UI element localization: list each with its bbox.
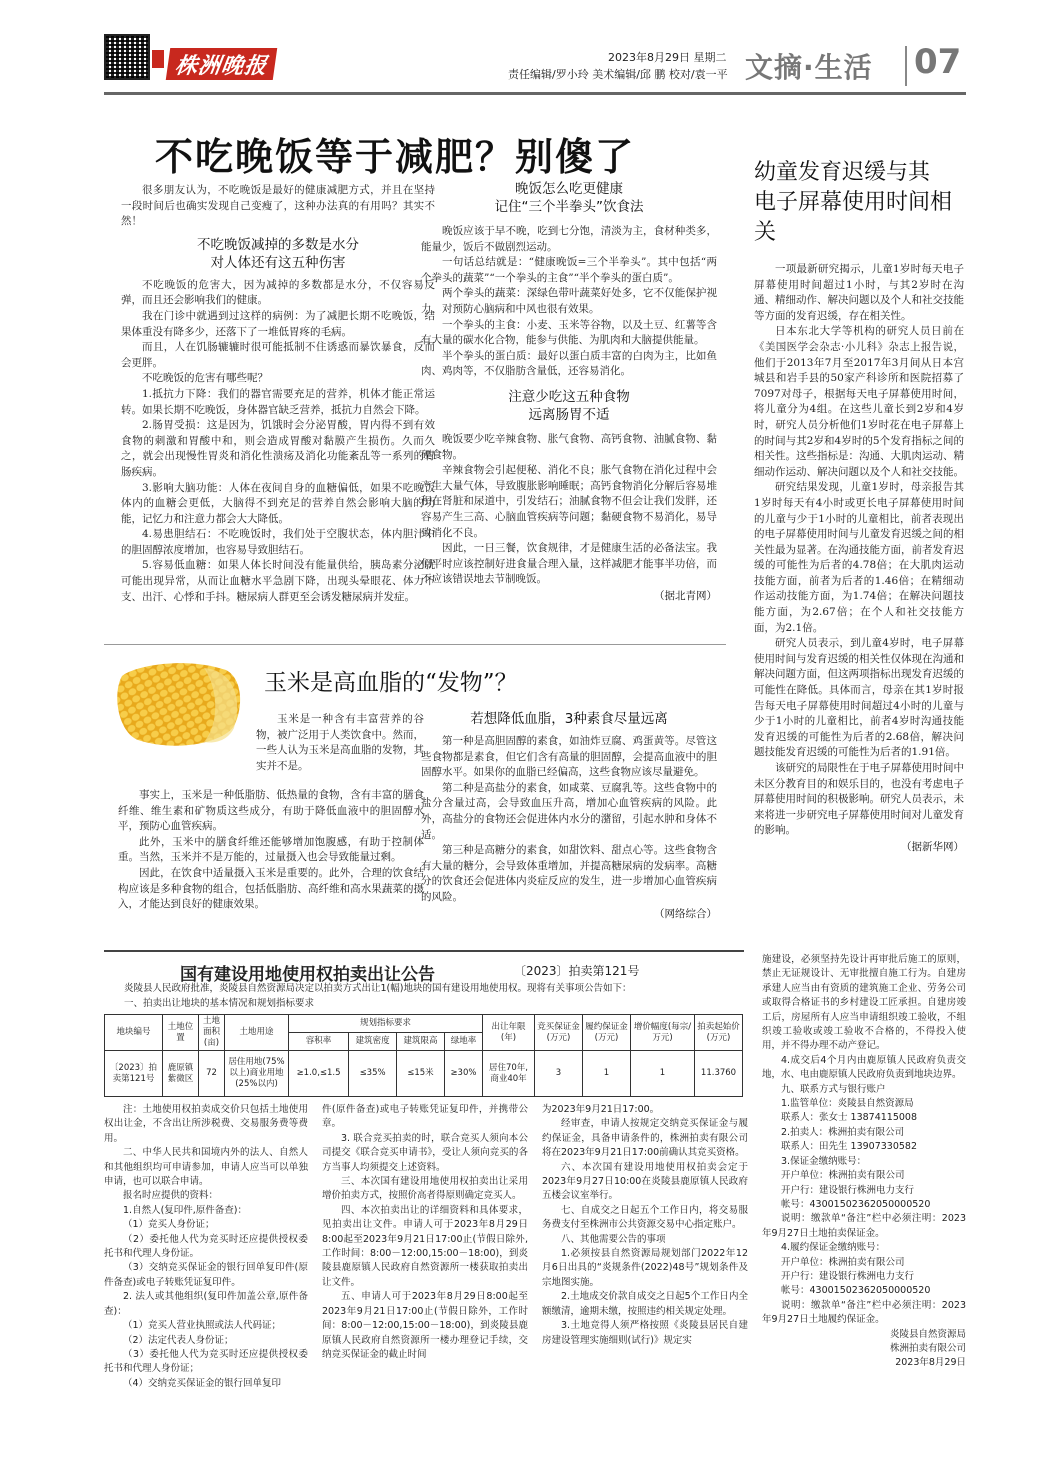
table-cell: 1 xyxy=(631,1051,695,1097)
table-cell: 〔2023〕拍卖第121号 xyxy=(105,1051,163,1097)
paragraph: 两个拳头的蔬菜：深绿色带叶蔬菜好处多，它不仅能保护视力，对预防心脑病和中风也很有效果。 xyxy=(421,287,717,315)
newspaper-logo xyxy=(166,48,277,80)
paragraph: 辛辣食物会引起便秘、消化不良；胀气食物在消化过程中会产生大量气体，导致腹胀影响睡眠；高钙食物消化分解后容易堆积在肾脏和尿道中，引发结石；油腻食物不但会让我们发胖，还容易产生三高、心脑血管疾病等问题；黏硬食物不易消化，易导致消化不良。 xyxy=(421,464,717,539)
paragraph: 因此，一日三餐，饮食规律，才是健康生活的必备法宝。我们平时应该控制好进食量合理入量，这样减肥才能事半功倍，而不应该错误地去节制晚饭。 xyxy=(421,542,717,586)
date-line: 2023年8月29日 星期二 xyxy=(608,51,727,64)
notice-doc-no: 〔2023〕拍卖第121号 xyxy=(514,964,640,978)
notice-column-3 xyxy=(542,1103,748,1348)
paragraph: 晚饭要少吃辛辣食物、胀气食物、高钙食物、油腻食物、黏硬食物。 xyxy=(421,432,717,461)
notice-text: 开户单位：株洲拍卖有限公司 xyxy=(781,1256,905,1268)
notice-column-1 xyxy=(104,1103,308,1391)
notice-text: （2）委托他人代为竞买时还应提供授权委托书和代理人身份证。 xyxy=(104,1233,308,1260)
paragraph: 因此，在饮食中适量摄入玉米是重要的。此外，合理的饮食结构应该是多种食物的组合，包括低脂肪、高纤维和高水果蔬菜的摄入，才能达到良好的健康效果。 xyxy=(118,866,424,911)
table-cell: 居住用地(75%以上)商业用地(25%以内) xyxy=(225,1051,289,1097)
notice-text: 1.监管单位：炎陵县自然资源局 xyxy=(781,1098,914,1110)
table-cell: ≤15米 xyxy=(397,1051,445,1097)
notice-text: 3.土地竞得人须严格按照《炎陵县居民自建房建设管理实施细则(试行)》规定实 xyxy=(542,1320,748,1346)
article3 xyxy=(754,158,964,854)
table-header: 建筑密度 xyxy=(349,1033,397,1051)
notice-text: （3）委托他人代为竞买时还应提供授权委托书和代理人身份证； xyxy=(104,1348,308,1375)
paragraph: 事实上，玉米是一种低脂肪、低热量的食物，含有丰富的膳食纤维、维生素和矿物质这些成分，有助于降低血液中的胆固醇水平，预防心血管疾病。 xyxy=(118,789,424,833)
notice-signature-2: 株洲拍卖有限公司 xyxy=(889,1342,966,1354)
notice-text: 施建设，必须坚持先设计再审批后施工的原则，禁止无证规设计、无审批擅自施工行为。自建房承建人应当由有资质的建筑施工企业、劳务公司或取得合格证书的乡村建设工匠承担。自建房竣工后，房屋所有人应当申请组织竣工验收，不组织竣工验收或竣工验收不合格的，不得投入使用，并不得办理不动产登记。 xyxy=(762,954,966,1052)
notice-text: 注：土地使用权拍卖成交价只包括土地使用权出让金，不含出让所涉税费、交易服务费等费用。 xyxy=(104,1104,308,1144)
newspaper-logo-text: 株洲晚报 xyxy=(173,52,270,79)
notice-text: 1.必须按县自然资源局规划部门2022年12月6日出具的“炎规条件(2022)48号”规划条件及宗地图实施。 xyxy=(542,1248,748,1288)
notice-text: 三、本次国有建设用地使用权拍卖出让采用增价拍卖方式，按照价高者得原则确定竞买人。 xyxy=(322,1176,528,1202)
notice-text: 件(原件备查)或电子转账凭证复印件，并携带公章。 xyxy=(322,1104,528,1130)
table-header: 建筑限高 xyxy=(397,1033,445,1051)
notice-text: 2.拍卖人：株洲拍卖有限公司 xyxy=(781,1126,905,1138)
notice-text: 4.成交后4个月内由鹿原镇人民政府负责交地，水、电由鹿原镇人民政府负责到地块边界。 xyxy=(762,1054,966,1081)
notice-text: 帐号：43001502362050000520 xyxy=(781,1198,931,1210)
table-header: 土地面积(亩) xyxy=(199,1015,225,1051)
notice-text: 说明：缴款单“备注”栏中必须注明：2023年9月27日土地履约保证金。 xyxy=(762,1299,966,1326)
paragraph: 2.肠胃受损：这是因为，饥饿时会分泌胃酸，胃内得不到有效食物的刺激和胃酸中和，则会造成胃酸对黏膜产生损伤。久而久之，就会出现慢性胃炎和消化性溃疡及消化功能紊乱等一系列的胃肠疾病。 xyxy=(121,419,435,478)
paragraph: 4.易患胆结石：不吃晚饭时，我们处于空腹状态，体内胆汁中的胆固醇浓度增加，也容易导致胆结石。 xyxy=(121,528,435,556)
paragraph: 1.抵抗力下降：我们的器官需要充足的营养，机体才能正常运转。如果长期不吃晚饭，身体器官缺乏营养，抵抗力自然会下降。 xyxy=(121,387,435,416)
masthead-divider xyxy=(905,46,907,86)
table-header: 拍卖起始价(万元) xyxy=(695,1015,743,1051)
paragraph: 3.影响大脑功能：人体在夜间自身的血糖偏低，如果不吃晚饭体内的血糖会更低，大脑得不到充足的营养自然会影响大脑的功能，记忆力和注意力都会大大降低。 xyxy=(121,481,435,525)
table-header: 履约保证金(万元) xyxy=(583,1015,631,1051)
paragraph: 研究结果发现，儿童1岁时，母亲报告其1岁时每天有4小时或更长电子屏幕使用时间的儿童与少于1小时的儿童相比，前者表现出的电子屏幕使用时间与儿童发育迟缓之间的相关性最为显著。在沟通技能方面，前者发育迟缓的可能性为后者的4.78倍；在大肌肉运动技能方面，前者为后者的1.46倍；在精细动作运动技能方面，为1.74倍；在解决问题技能方面，为2.67倍；在个人和社交技能方面，为2.1倍。 xyxy=(754,481,964,634)
table-cell: 居住70年,商业40年 xyxy=(483,1051,535,1097)
table-cell: 鹿原镇紫微区 xyxy=(163,1051,199,1097)
paragraph: 一项最新研究揭示，儿童1岁时每天电子屏幕使用时间超过1小时，与其2岁时在沟通、精细动作、解决问题以及个人和社交技能等方面的发育迟缓，存在相关性。 xyxy=(754,263,964,322)
table-cell: 11.3760 xyxy=(695,1051,743,1097)
notice-text: 说明：缴款单“备注”栏中必须注明：2023年9月27日土地拍卖保证金。 xyxy=(762,1213,966,1239)
notice-text: 四、本次拍卖出让的详细资料和具体要求，见拍卖出让文件。申请人可于2023年8月29日8:00起至2023年9月21日17:00止(节假日除外,工作时间：8:00－12:00,15:00－18:00)，到炎陵县鹿原镇人民政府自然资源所一楼获取拍卖出让文件。 xyxy=(322,1204,528,1288)
notice-text: （4）交纳竞买保证金的银行回单复印 xyxy=(123,1377,282,1389)
table-header: 土地用途 xyxy=(225,1015,289,1051)
notice-text: 联系人：张女士 13874115008 xyxy=(781,1112,918,1124)
notice-text: 3. 联合竞买拍卖的时，联合竞买人须向本公司提交《联合竞买申请书》，受让人须向竞买的各方当事人均须提交上述资料。 xyxy=(322,1132,528,1173)
paragraph: 晚饭应该于早不晚，吃到七分饱，清淡为主，食材种类多，能量少，饭后不做剧烈运动。 xyxy=(421,225,717,253)
article2-right-column xyxy=(421,710,717,921)
article1-intro: 很多朋友认为，不吃晚饭是最好的健康减肥方式，并且在坚持一段时间后也确实发现自己变瘦了，这种办法真的有用吗？其实不然！ xyxy=(121,184,435,228)
table-header: 地块编号 xyxy=(105,1015,163,1051)
notice-signature-1: 炎陵县自然资源局 xyxy=(889,1328,966,1340)
table-cell: 1 xyxy=(583,1051,631,1097)
notice-text: 经审查，申请人按规定交纳竞买保证金与履约保证金，具备申请条件的，株洲拍卖有限公司将在2023年9月21日17:00前确认其竞买资格。 xyxy=(542,1118,748,1159)
notice-signature-date: 2023年8月29日 xyxy=(895,1357,966,1369)
qr-code xyxy=(104,34,150,80)
notice-text: 帐号：43001502362050000520 xyxy=(781,1285,931,1297)
notice-column-2 xyxy=(322,1103,528,1362)
notice-text: 七、自成交之日起五个工作日内，将交易服务费支付至株洲市公共资源交易中心指定账户。 xyxy=(542,1204,748,1231)
table-cell: ≤35% xyxy=(349,1051,397,1097)
article3-source: （据新华网） xyxy=(901,840,964,853)
paragraph: 5.容易低血糖：如果人体长时间没有能量供给，胰岛素分泌就可能出现异常，从而让血糖水平急剧下降，出现头晕眼花、体力不支、出汗、心悸和手抖。糖尿病人群更至会诱发糖尿病并发症。 xyxy=(121,559,435,603)
notice-text: 2. 法人或其他组织(复印件加盖公章,原件备查)： xyxy=(104,1291,308,1317)
table-header: 规划指标要求 xyxy=(289,1015,483,1033)
table-header: 竞买保证金(万元) xyxy=(535,1015,583,1051)
article2-top-rule xyxy=(104,644,726,645)
article1-sub2b: 记住“三个半拳头”饮食法 xyxy=(494,199,644,215)
notice-text: 联系人：田先生 13907330582 xyxy=(781,1141,918,1153)
notice-top-rule xyxy=(104,950,744,952)
notice-text: （3）交纳竞买保证金的银行回单复印件(原件备查)或电子转账凭证复印件。 xyxy=(104,1262,308,1288)
table-header: 绿地率 xyxy=(444,1033,482,1051)
notice-text: （2）法定代表人身份证； xyxy=(123,1334,234,1346)
notice-text: 五、申请人可于2023年8月29日8:00起至2023年9月21日17:00止(节假日除外，工作时间：8:00－12:00,15:00－18:00)，到炎陵县鹿原镇人民政府自然资源所一楼办理登记手续，交纳竞买保证金的截止时间 xyxy=(322,1291,528,1360)
notice-title: 国有建设用地使用权拍卖出让公告 xyxy=(180,965,435,985)
notice-column-4 xyxy=(762,953,966,1371)
notice-text: 1.自然人(复印件,原件备查)： xyxy=(123,1204,247,1216)
paragraph: 日本东北大学等机构的研究人员日前在《美国医学会杂志·小儿科》杂志上报告说，他们于2013年7月至2017年3月间从日本宫城县和岩手县的50家产科诊所和医院招募了7097对母子，根据每天电子屏幕使用时间，将儿童分为4组。在这些儿童长到2岁和4岁时，研究人员分析他们1岁时花在电子屏幕上的时间与其2岁和4岁时的5个发育指标之间的相关性。这些指标是：沟通、大肌肉运动、精细动作运动、解决问题以及个人和社交技能。 xyxy=(754,325,964,478)
article3-title-line2: 电子屏幕使用时间相关 xyxy=(754,190,953,245)
notice-text: 2.土地成交价款自成交之日起5个工作日内全额缴清，逾期未缴，按照违约相关规定处理。 xyxy=(542,1291,748,1317)
notice-text: 六、本次国有建设用地使用权拍卖会定于2023年9月27日10:00在炎陵县鹿原镇人民政府五楼会议室举行。 xyxy=(542,1161,748,1202)
paragraph: 一句话总结就是：“健康晚饭=三个半拳头”。其中包括“两个拳头的蔬菜”“一个拳头的主食”“半个拳头的蛋白质”。 xyxy=(421,256,717,284)
article1-title: 不吃晚饭等于减肥？别傻了 xyxy=(155,135,636,179)
notice-text: 3.保证金缴纳账号： xyxy=(781,1155,867,1167)
notice-text: 4.履约保证金缴纳账号： xyxy=(781,1242,886,1254)
table-cell: ≥30% xyxy=(444,1051,482,1097)
notice-text: 二、中华人民共和国境内外的法人、自然人和其他组织均可申请参加，申请人应当可以单独申请，也可以联合申请。 xyxy=(104,1147,308,1188)
paragraph: 研究人员表示，到儿童4岁时，电子屏幕使用时间与发育迟缓的相关性仅体现在沟通和解决问题方面，但这两项指标出现发育迟缓的可能性在降低。具体而言，母亲在其1岁时报告每天电子屏幕使用时间超过4小时的儿童与少于1小时的儿童相比，前者4岁时沟通技能发育迟缓的可能性为后者的2.68倍，解决问题技能发育迟缓的可能性为后者的1.91倍。 xyxy=(754,637,964,759)
table-header: 容积率 xyxy=(289,1033,349,1051)
notice-text: 开户行：建设银行株洲电力支行 xyxy=(781,1184,915,1196)
paragraph: 第三种是高糖分的素食，如甜饮料、甜点心等。这些食物含有大量的糖分，会导致体重增加，并提高糖尿病的发病率。高糖分的饮食还会促进体内炎症反应的发生，进一步增加心血管疾病的风险。 xyxy=(421,844,717,903)
article3-title-line1: 幼童发育迟缓与其 xyxy=(754,160,931,185)
notice-text: （1）竞买人身份证； xyxy=(123,1219,215,1231)
table-cell: 3 xyxy=(535,1051,583,1097)
article1-sub2: 晚饭怎么吃更健康 xyxy=(515,181,623,197)
paragraph: 不吃晚饭的危害大，因为减掉的多数都是水分，不仅容易反弹，而且还会影响我们的健康。 xyxy=(121,278,435,307)
notice-text: （1）竞买人营业执照或法人代码证； xyxy=(123,1320,282,1332)
notice-intro: 炎陵县人民政府批准，炎陵县自然资源局决定以拍卖方式出让1(幅)地块的国有建设用地使用权。现将有关事项公告如下： xyxy=(124,983,632,994)
page-number: 07 xyxy=(914,42,962,82)
article1-sub3b: 远离肠胃不适 xyxy=(528,406,610,423)
notice-text: 开户行：建设银行株洲电力支行 xyxy=(781,1270,915,1282)
notice-text: 为2023年9月21日17:00。 xyxy=(542,1104,660,1115)
table-header: 土地位置 xyxy=(163,1015,199,1051)
paragraph: 第一种是高胆固醇的素食，如油炸豆腐、鸡蛋黄等。尽管这些食物都是素食，但它们含有高量的胆固醇，会提高血液中的胆固醇水平。如果你的血脂已经偏高，这些食物应该尽量避免。 xyxy=(421,735,717,779)
red-seal-icon xyxy=(152,50,164,68)
article1-right-column xyxy=(421,180,717,603)
table-header: 增价幅度(每宗/万元) xyxy=(631,1015,695,1051)
corn-image xyxy=(104,648,252,756)
article2-left-column xyxy=(118,788,424,913)
table-cell: 72 xyxy=(199,1051,225,1097)
article2-title: 玉米是高血脂的“发物”？ xyxy=(264,670,518,696)
notice-text: 开户单位：株洲拍卖有限公司 xyxy=(781,1170,905,1182)
paragraph: 半个拳头的蛋白质：最好以蛋白质丰富的白肉为主，比如鱼肉、鸡肉等，不仅脂肪含量低，还容易消化。 xyxy=(421,349,717,378)
paragraph: 此外，玉米中的膳食纤维还能够增加饱腹感，有助于控制体重。当然，玉米并不是万能的，过量摄入也会导致能量过剩。 xyxy=(118,835,424,864)
masthead-rule xyxy=(104,92,966,95)
editors-line: 责任编辑/罗小玲 美术编辑/邱 鹏 校对/袁一平 xyxy=(508,68,728,81)
paragraph: 该研究的局限性在于电子屏幕使用时间中未区分教育目的和娱乐目的，也没有考虑电子屏幕使用时间的积极影响。研究人员表示，未来将进一步研究电子屏幕使用时间对儿童发育的影响。 xyxy=(754,762,964,837)
article2-sub: 若想降低血脂，3种素食尽量远离 xyxy=(470,711,668,727)
notice-section1: 一、拍卖出让地块的基本情况和规划指标要求 xyxy=(124,998,315,1009)
paragraph: 而且，人在饥肠辘辘时很可能抵制不住诱惑而暴饮暴食，反而会更胖。 xyxy=(121,341,435,369)
paragraph: 我在门诊中就遇到过这样的病例：为了减肥长期不吃晚饭，结果体重没有降多少，还落下了一堆低胃疼的毛病。 xyxy=(121,309,435,338)
article1-sub1b: 对人体还有这五种伤害 xyxy=(210,254,346,271)
paragraph: 一个拳头的主食：小麦、玉米等谷物，以及土豆、红薯等含有大量的碳水化合物，能参与供能、为肌肉和大脑提供能量。 xyxy=(421,318,717,347)
paragraph: 不吃晚饭的危害有哪些呢？ xyxy=(142,372,268,385)
article2-intro-column xyxy=(256,712,424,774)
table-row xyxy=(105,1051,743,1097)
notice-text: 八、其他需要公告的事项 xyxy=(561,1233,666,1245)
article1-sub3: 注意少吃这五种食物 xyxy=(508,388,630,405)
table-cell: ≥1.0,≤1.5 xyxy=(289,1051,349,1097)
article2-source: （网络综合） xyxy=(654,907,717,920)
table-header: 出让年限(年) xyxy=(483,1015,535,1051)
article1-sub1: 不吃晚饭减掉的多数是水分 xyxy=(197,236,359,253)
paragraph: 第二种是高盐分的素食，如咸菜、豆腐乳等。这些食物中的盐分含量过高，会导致血压升高，增加心血管疾病的风险。此外，高盐分的食物还会促进体内水分的潴留，引起水肿和身体不适。 xyxy=(421,781,717,841)
notice-text: 报名时应提供的资料： xyxy=(123,1190,219,1202)
paragraph: 玉米是一种含有丰富营养的谷物，被广泛用于人类饮食中。然而，一些人认为玉米是高血脂的发物，其实并不是。 xyxy=(256,713,424,772)
notice-text: 九、联系方式与银行账户 xyxy=(781,1083,886,1095)
article1-source: （据北青网） xyxy=(654,589,717,602)
land-table xyxy=(104,1014,743,1097)
article1-left-column xyxy=(121,183,435,605)
section-title: 文摘·生活 xyxy=(745,51,873,84)
